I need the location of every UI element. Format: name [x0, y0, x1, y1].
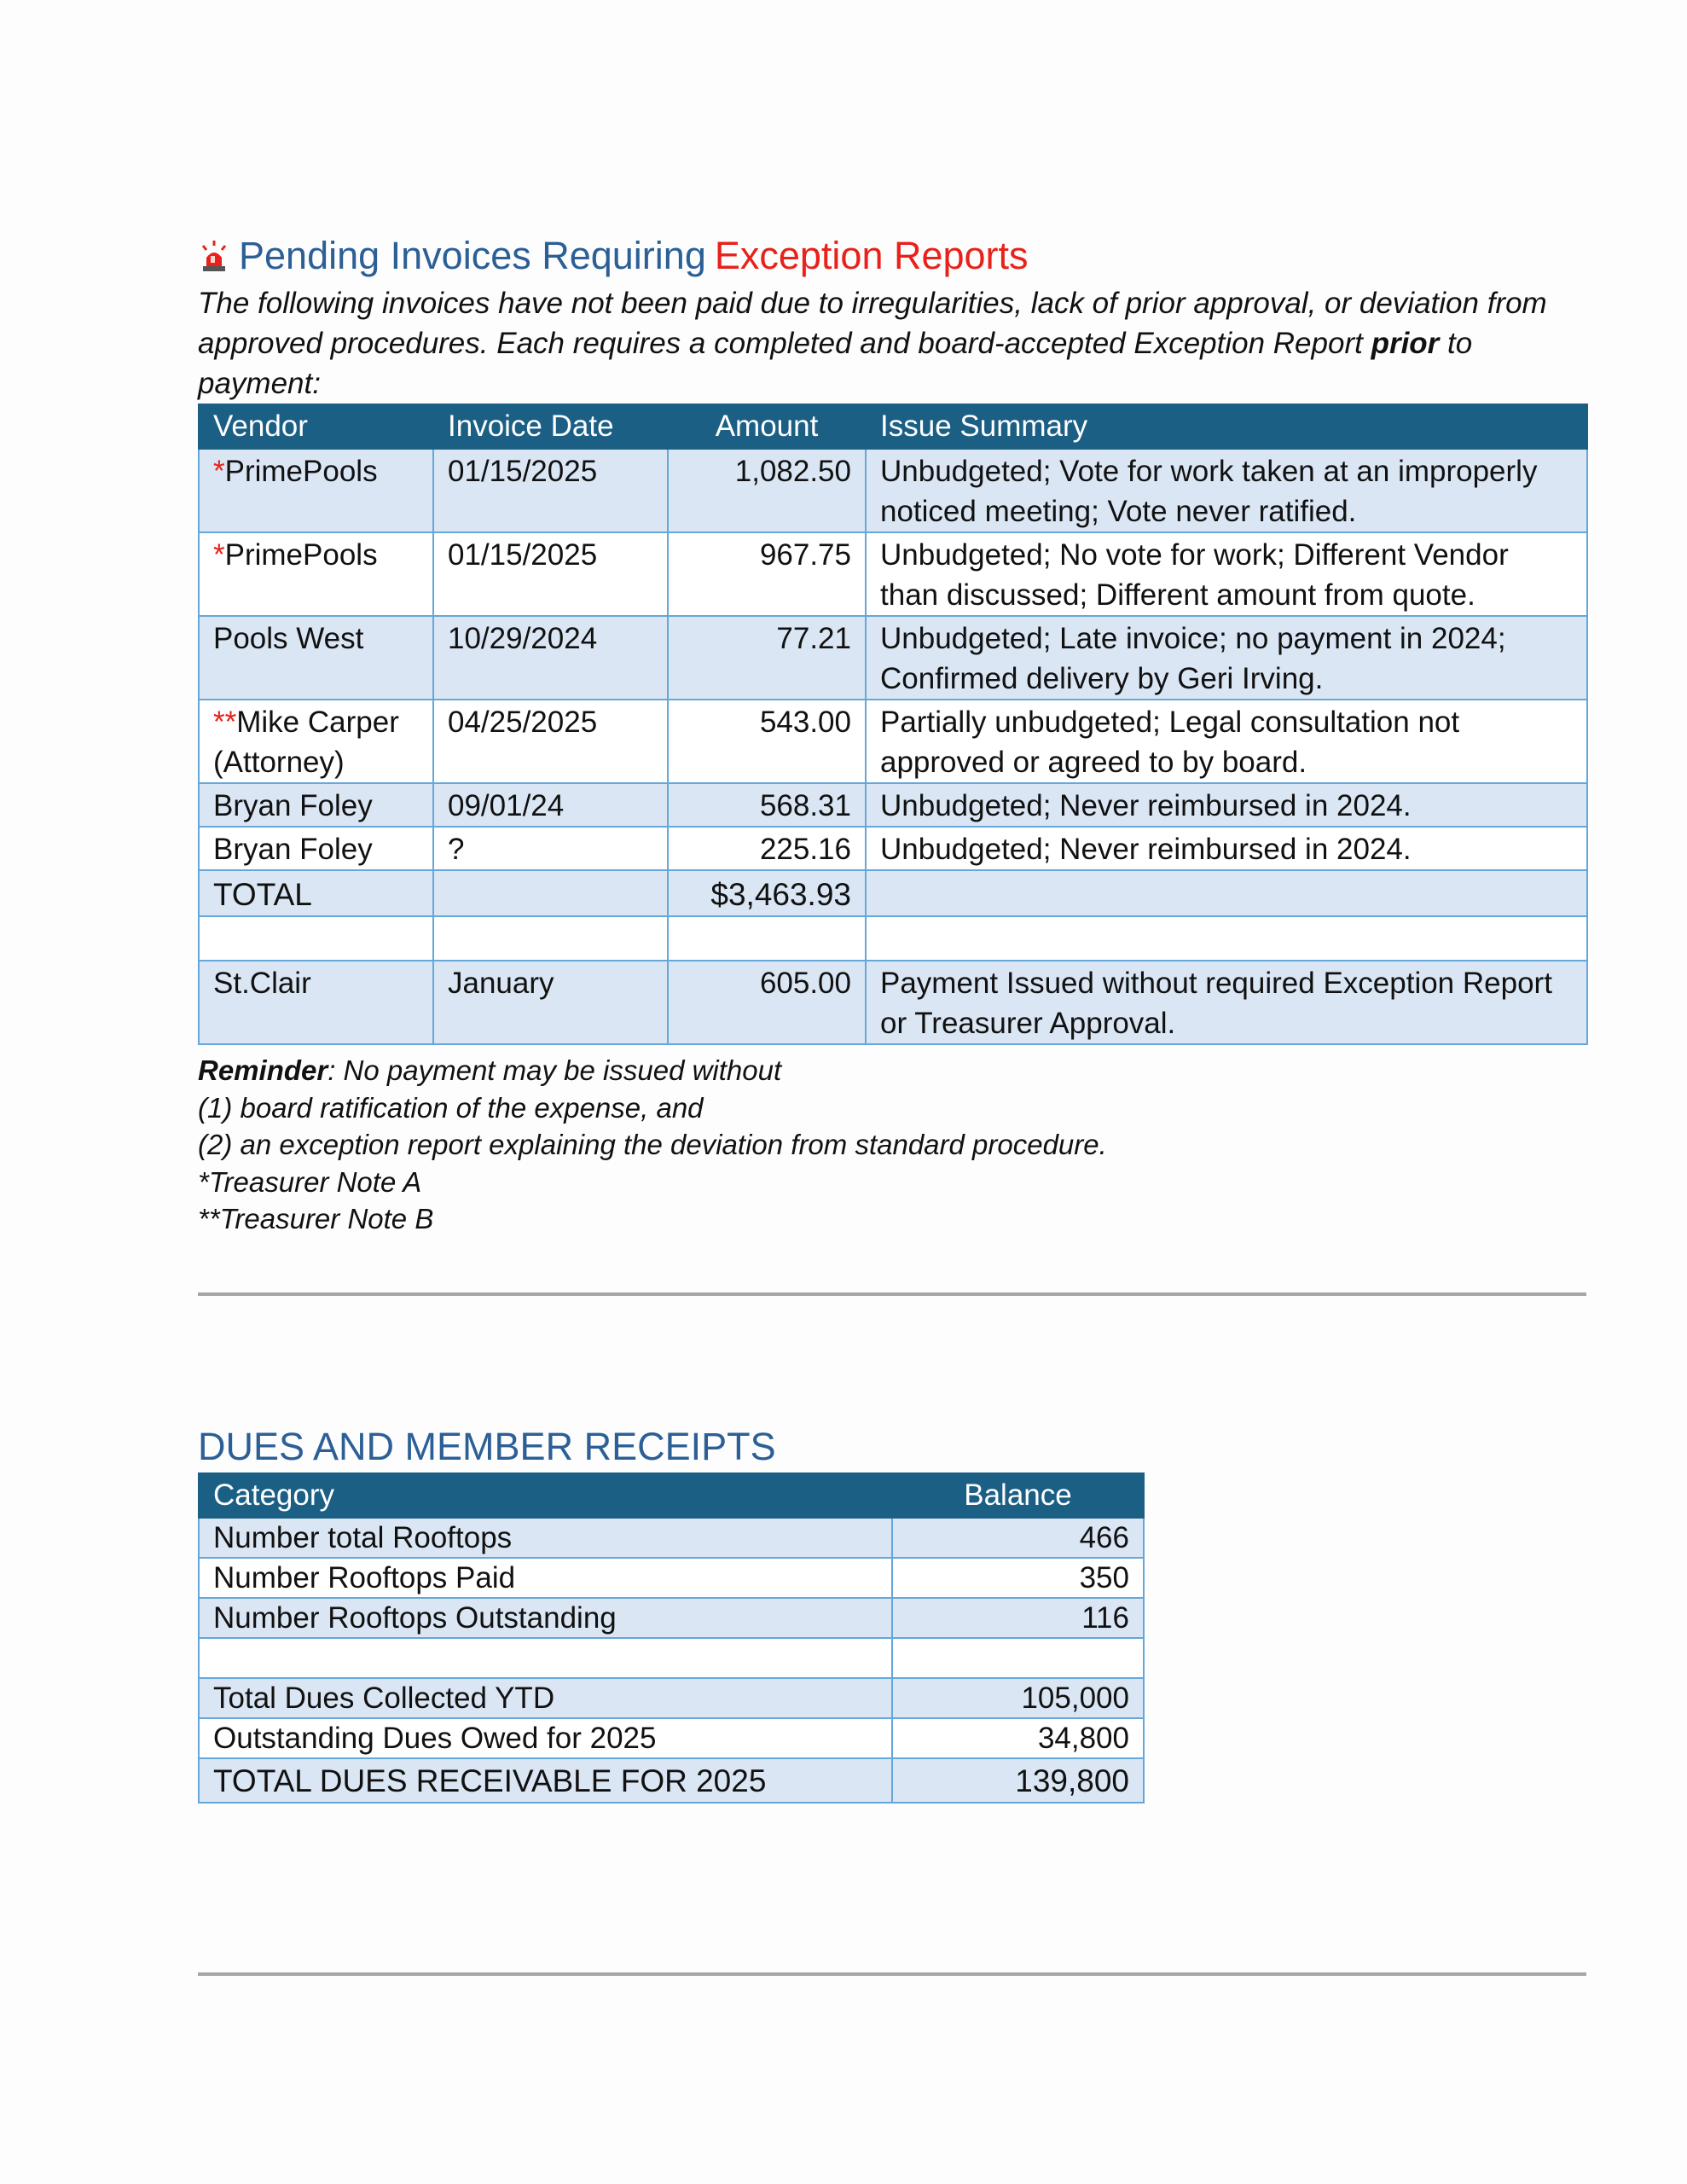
category-cell: Number Rooftops Paid [199, 1558, 892, 1598]
reminder-text: : No payment may be issued without [328, 1054, 782, 1086]
treasurer-note-a: *Treasurer Note A [198, 1165, 422, 1198]
col-balance: Balance [892, 1473, 1144, 1518]
table-row [199, 827, 1587, 870]
amount-cell: 225.16 [668, 827, 866, 870]
empty-cell [866, 916, 1587, 961]
amount-cell: 967.75 [668, 532, 866, 616]
intro-main: The following invoices have not been paid due to irregularities, lack of prior approval, or deviation from approved procedures. Each requires a completed and board-accepted Exception Report [198, 287, 1547, 360]
date-cell: 10/29/2024 [433, 616, 668, 700]
section-title [198, 230, 1586, 282]
category-cell: TOTAL DUES RECEIVABLE FOR 2025 [199, 1758, 892, 1803]
amount-cell: 568.31 [668, 783, 866, 827]
empty-cell [668, 916, 866, 961]
category-cell: Number total Rooftops [199, 1518, 892, 1558]
date-cell: 01/15/2025 [433, 532, 668, 616]
table-row [199, 1638, 1144, 1678]
date-cell: ? [433, 827, 668, 870]
total-row [199, 1758, 1144, 1803]
vendor-cell [199, 616, 433, 700]
divider [198, 1292, 1586, 1296]
col-amount: Amount [668, 404, 866, 449]
table-row [199, 1718, 1144, 1758]
total-label: TOTAL [199, 870, 433, 916]
balance-cell [892, 1638, 1144, 1678]
note-marker: ** [213, 706, 237, 739]
dues-title: DUES AND MEMBER RECEIPTS [198, 1425, 776, 1468]
total-amount: $3,463.93 [668, 870, 866, 916]
col-category: Category [199, 1473, 892, 1518]
table-header-row [199, 404, 1587, 449]
col-vendor: Vendor [199, 404, 433, 449]
treasurer-note-b: **Treasurer Note B [198, 1203, 434, 1234]
balance-cell: 116 [892, 1598, 1144, 1638]
vendor-cell [199, 532, 433, 616]
note-marker: * [213, 455, 225, 488]
vendor-cell: St.Clair [199, 961, 433, 1044]
date-cell: 04/25/2025 [433, 700, 668, 783]
empty-cell [433, 870, 668, 916]
col-issue-summary: Issue Summary [866, 404, 1587, 449]
date-cell: 09/01/24 [433, 783, 668, 827]
vendor-cell [199, 700, 433, 783]
pending-invoices-section [198, 230, 1586, 1238]
vendor-name: Pools West [213, 622, 364, 655]
date-cell: January [433, 961, 668, 1044]
table-row [199, 1518, 1144, 1558]
date-cell: 01/15/2025 [433, 449, 668, 532]
amount-cell: 1,082.50 [668, 449, 866, 532]
vendor-cell [199, 783, 433, 827]
col-invoice-date: Invoice Date [433, 404, 668, 449]
empty-cell [199, 916, 433, 961]
note-marker: * [213, 538, 225, 572]
reminder-line [198, 1052, 1586, 1089]
intro-bold: prior [1371, 327, 1440, 360]
intro-end: to payment: [198, 327, 1473, 400]
pending-invoices-table [198, 404, 1588, 1045]
balance-cell: 350 [892, 1558, 1144, 1598]
balance-cell: 139,800 [892, 1758, 1144, 1803]
vendor-name: Bryan Foley [213, 789, 373, 822]
category-cell: Number Rooftops Outstanding [199, 1598, 892, 1638]
vendor-name: Bryan Foley [213, 833, 373, 866]
balance-cell: 105,000 [892, 1678, 1144, 1718]
issue-cell: Partially unbudgeted; Legal consultation not approved or agreed to by board. [866, 700, 1587, 783]
issue-cell: Unbudgeted; No vote for work; Different Vendor than discussed; Different amount from quote. [866, 532, 1587, 616]
table-row [199, 1558, 1144, 1598]
title-part-2: Exception Reports [714, 234, 1029, 277]
reminder-item-1: (1) board ratification of the expense, and [198, 1091, 704, 1124]
category-cell [199, 1638, 892, 1678]
table-row [199, 961, 1587, 1044]
reminder-bold: Reminder [198, 1054, 328, 1086]
vendor-name: Mike Carper (Attorney) [213, 706, 399, 779]
vendor-name: PrimePools [224, 455, 378, 488]
issue-cell: Payment Issued without required Exception Report or Treasurer Approval. [866, 961, 1587, 1044]
vendor-cell [199, 449, 433, 532]
amount-cell: 605.00 [668, 961, 866, 1044]
total-row [199, 870, 1587, 916]
amount-cell: 77.21 [668, 616, 866, 700]
issue-cell: Unbudgeted; Late invoice; no payment in 2024; Confirmed delivery by Geri Irving. [866, 616, 1587, 700]
table-row [199, 532, 1587, 616]
category-cell: Outstanding Dues Owed for 2025 [199, 1718, 892, 1758]
table-row [199, 1678, 1144, 1718]
reminder-item-2: (2) an exception report explaining the deviation from standard procedure. [198, 1129, 1107, 1160]
vendor-cell [199, 827, 433, 870]
balance-cell: 466 [892, 1518, 1144, 1558]
table-row [199, 449, 1587, 532]
blank-row [199, 916, 1587, 961]
intro-paragraph [198, 283, 1586, 404]
table-header-row [199, 1473, 1144, 1518]
table-row [199, 616, 1587, 700]
issue-cell: Unbudgeted; Never reimbursed in 2024. [866, 783, 1587, 827]
vendor-name: PrimePools [224, 538, 378, 572]
dues-table [198, 1472, 1145, 1804]
table-row [199, 700, 1587, 783]
divider [198, 1972, 1586, 1976]
siren-icon [198, 239, 230, 273]
issue-cell: Unbudgeted; Vote for work taken at an improperly noticed meeting; Vote never ratified. [866, 449, 1587, 532]
reminder-notes [198, 1052, 1586, 1238]
balance-cell: 34,800 [892, 1718, 1144, 1758]
empty-cell [433, 916, 668, 961]
table-row [199, 783, 1587, 827]
amount-cell: 543.00 [668, 700, 866, 783]
issue-cell: Unbudgeted; Never reimbursed in 2024. [866, 827, 1587, 870]
table-row [199, 1598, 1144, 1638]
empty-cell [866, 870, 1587, 916]
category-cell: Total Dues Collected YTD [199, 1678, 892, 1718]
title-part-1: Pending Invoices Requiring [239, 234, 706, 277]
